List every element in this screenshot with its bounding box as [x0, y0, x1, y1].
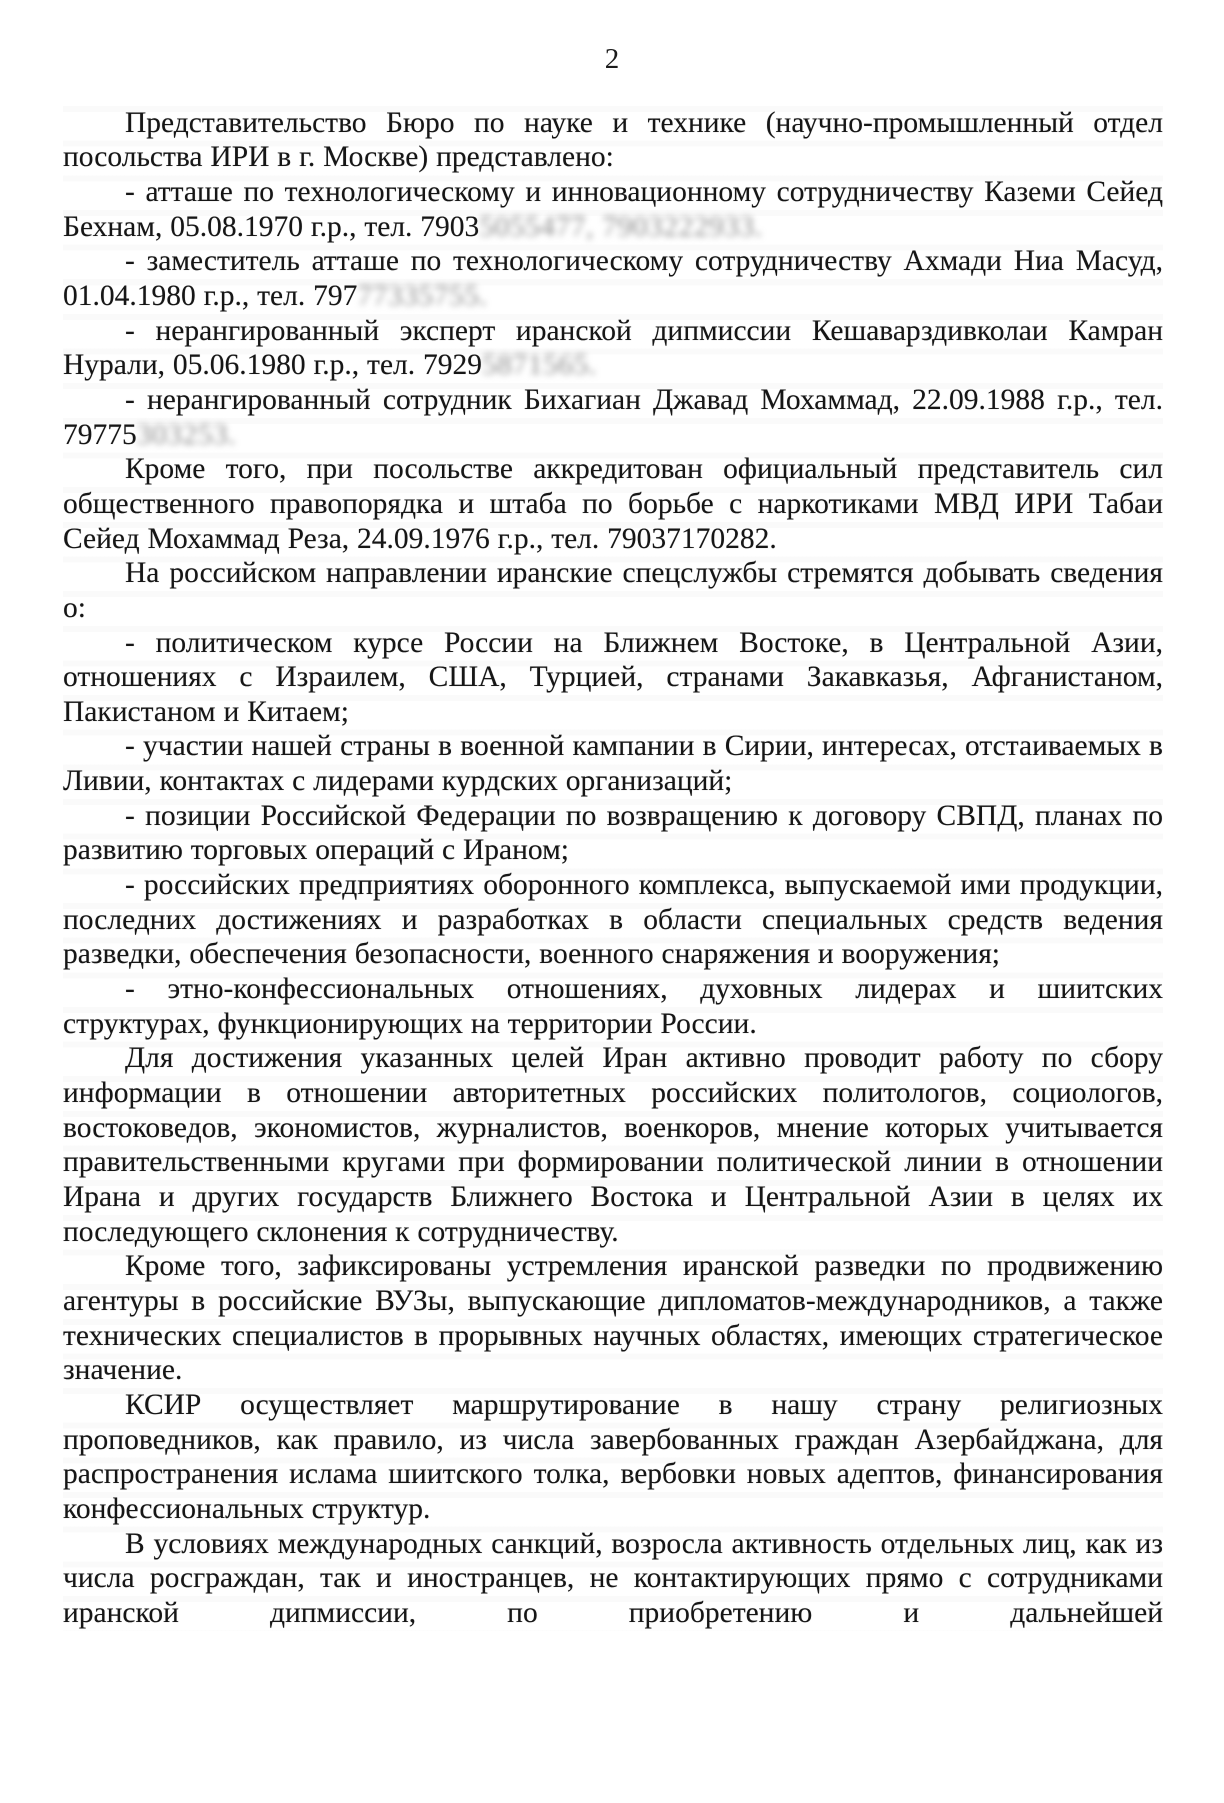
paragraph-text: - участии нашей страны в военной кампании в Сирии, интересах, отстаиваемых в Ливии, контактах с лидерами курдских организаций;	[63, 730, 1163, 798]
document-body	[63, 106, 1163, 1631]
paragraph-text: - нерангированный эксперт иранской дипмиссии Кешаварздивколаи Камран Нурали, 05.06.1980 г.р., тел. 7929	[63, 314, 1163, 382]
paragraph-text: Для достижения указанных целей Иран активно проводит работу по сбору информации в отношении авторитетных российских политологов, социологов, востоковедов, экономистов, журналистов, военкоров, мнение которых учитывается правительственными кругами при формировании политической линии в отношении Ирана и других государств Ближнего Востока и Центральной Азии в целях их последующего склонения к сотрудничеству.	[63, 1042, 1163, 1248]
paragraph	[63, 729, 1163, 798]
redacted-phone-number: 5055477, 7903222933.	[479, 210, 763, 243]
paragraph-text: - российских предприятиях оборонного комплекса, выпускаемой ими продукции, последних достижениях и разработках в области специальных средств ведения разведки, обеспечения безопасности, военного снаряжения и вооружения;	[63, 869, 1163, 971]
redacted-phone-number: 5871565.	[482, 349, 597, 382]
paragraph-text: Кроме того, зафиксированы устремления иранской разведки по продвижению агентуры в российские ВУЗы, выпускающие дипломатов-международников, а также технических специалистов в прорывных научных областях, имеющих стратегическое значение.	[63, 1250, 1163, 1387]
paragraph	[63, 175, 1163, 244]
paragraph	[63, 106, 1163, 175]
redacted-phone-number: 77335755.	[357, 279, 488, 312]
paragraph	[63, 556, 1163, 625]
paragraph-text: В условиях международных санкций, возросла активность отдельных лиц, как из числа росграждан, так и иностранцев, не контактирующих прямо с сотрудниками иранской дипмиссии, по приобретению и дальнейшей	[63, 1527, 1163, 1629]
paragraph	[63, 1388, 1163, 1527]
paragraph-text: Кроме того, при посольстве аккредитован официальный представитель сил общественного правопорядка и штаба по борьбе с наркотиками МВД ИРИ Табаи Сейед Мохаммад Реза, 24.09.1976 г.р., тел. 79037170282.	[63, 453, 1163, 555]
paragraph-text: На российском направлении иранские спецслужбы стремятся добывать сведения о:	[63, 557, 1163, 624]
paragraph	[63, 626, 1163, 730]
paragraph	[63, 1041, 1163, 1249]
paragraph	[63, 383, 1163, 452]
paragraph	[63, 1249, 1163, 1388]
paragraph-text: - нерангированный сотрудник Бихагиан Джавад Мохаммад, 22.09.1988 г.р., тел. 79775	[63, 383, 1163, 451]
page-number: 2	[604, 43, 620, 75]
redacted-phone-number: 303253.	[136, 418, 237, 451]
paragraph	[63, 972, 1163, 1041]
paragraph	[63, 452, 1163, 556]
paragraph-text: - атташе по технологическому и инновационному сотрудничеству Каземи Сейед Бехнам, 05.08.1970 г.р., тел. 7903	[63, 175, 1163, 243]
paragraph	[63, 1527, 1163, 1631]
paragraph	[63, 314, 1163, 383]
paragraph-text: - этно-конфессиональных отношениях, духовных лидерах и шиитских структурах, функционирующих на территории России.	[63, 973, 1163, 1040]
paragraph	[63, 799, 1163, 868]
paragraph	[63, 868, 1163, 972]
paragraph-text: Представительство Бюро по науке и технике (научно-промышленный отдел посольства ИРИ в г. Москве) представлено:	[63, 106, 1163, 174]
paragraph-text: - позиции Российской Федерации по возвращению к договору СВПД, планах по развитию торговых операций с Ираном;	[63, 799, 1163, 867]
paragraph-text: - заместитель атташе по технологическому сотрудничеству Ахмади Ниа Масуд, 01.04.1980 г.р., тел. 797	[63, 245, 1163, 312]
paragraph-text: КСИР осуществляет маршрутирование в нашу страну религиозных проповедников, как правило, из числа завербованных граждан Азербайджана, для распространения ислама шиитского толка, вербовки новых адептов, финансирования конфессиональных структур.	[63, 1388, 1163, 1525]
paragraph	[63, 244, 1163, 313]
paragraph-text: - политическом курсе России на Ближнем Востоке, в Центральной Азии, отношениях с Израилем, США, Турцией, странами Закавказья, Афганистаном, Пакистаном и Китаем;	[63, 626, 1163, 728]
